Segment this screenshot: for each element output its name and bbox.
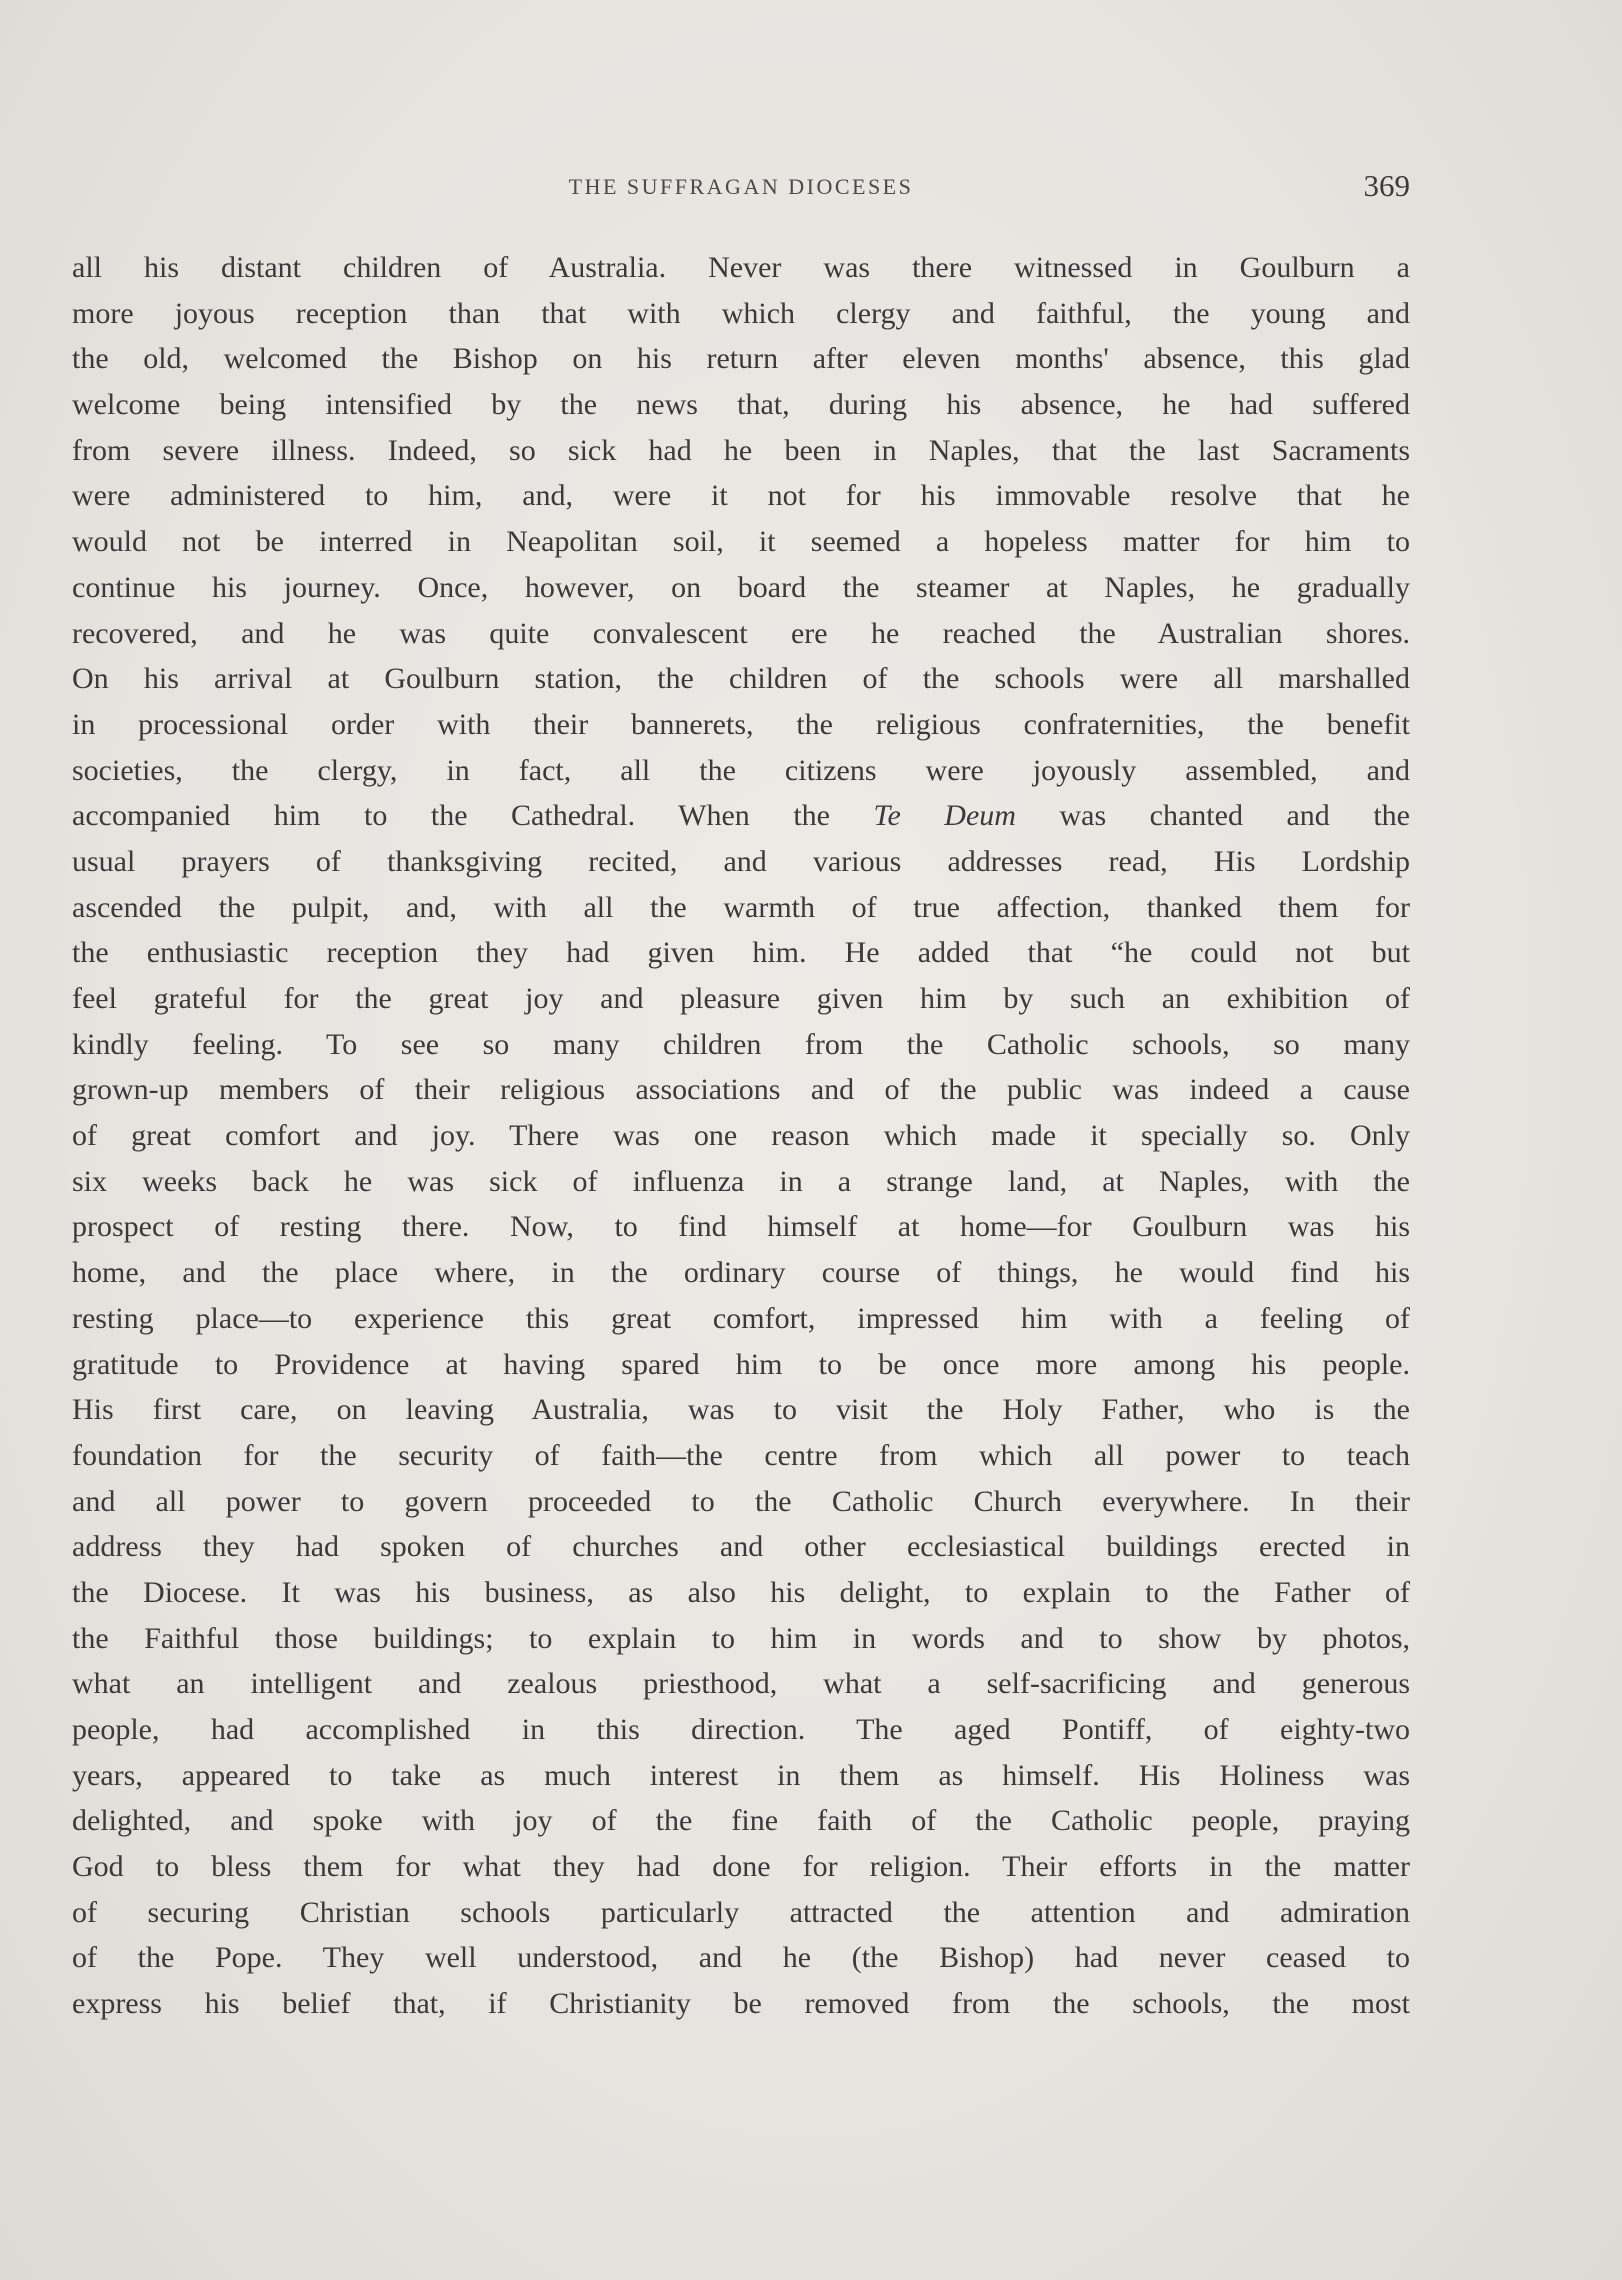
text-line: and all power to govern proceeded to the Catholic Church everywhere. In their <box>72 1484 1410 1518</box>
text-line: of great comfort and joy. There was one reason which made it specially so. Only <box>72 1119 1410 1153</box>
text-line: people, had accomplished in this direction. The aged Pontiff, of eighty-two <box>72 1713 1410 1746</box>
text-line: usual prayers of thanksgiving recited, and various addresses read, His Lordship <box>72 844 1410 878</box>
running-head <box>72 168 1410 212</box>
text-line: resting place—to experience this great comfort, impressed him with a feeling of <box>72 1301 1410 1335</box>
text-line: from severe illness. Indeed, so sick had he been in Naples, that the last Sacraments <box>72 433 1410 467</box>
text-line: express his belief that, if Christianity be removed from the schools, the most <box>72 1987 1410 2021</box>
text-line: foundation for the security of faith—the centre from which all power to teach <box>72 1438 1410 1472</box>
text-line: more joyous reception than that with which clergy and faithful, the young and <box>72 296 1410 330</box>
text-line: kindly feeling. To see so many children from the Catholic schools, so many <box>72 1027 1410 1061</box>
text-line: continue his journey. Once, however, on board the steamer at Naples, he gradually <box>72 570 1410 604</box>
text-line: societies, the clergy, in fact, all the citizens were joyously assembled, and <box>72 753 1410 787</box>
text-line: six weeks back he was sick of influenza in a strange land, at Naples, with the <box>72 1164 1410 1198</box>
body-text <box>72 245 1410 2027</box>
text-line: prospect of resting there. Now, to find himself at home—for Goulburn was his <box>72 1210 1410 1244</box>
text-line: the Diocese. It was his business, as also his delight, to explain to the Father of <box>72 1575 1410 1609</box>
text-segment: accompanied him to the Cathedral. When the <box>72 799 874 833</box>
text-line: welcome being intensified by the news that, during his absence, he had suffered <box>72 388 1410 422</box>
text-line: in processional order with their bannerets, the religious confraternities, the benefit <box>72 707 1410 741</box>
text-line: On his arrival at Goulburn station, the children of the schools were all marshalled <box>72 662 1410 696</box>
text-line: feel grateful for the great joy and pleasure given him by such an exhibition of <box>72 982 1410 1015</box>
page-number: 369 <box>1363 168 1410 203</box>
text-line: the enthusiastic reception they had given him. He added that “he could not but <box>72 936 1410 970</box>
text-line: address they had spoken of churches and other ecclesiastical buildings erected in <box>72 1530 1410 1564</box>
italic-phrase: Te Deum <box>873 799 1016 833</box>
text-line: ascended the pulpit, and, with all the warmth of true affection, thanked them for <box>72 890 1410 924</box>
text-line-with-italic <box>72 793 1410 839</box>
text-line: would not be interred in Neapolitan soil, it seemed a hopeless matter for him to <box>72 525 1410 559</box>
text-line: of the Pope. They well understood, and he (the Bishop) had never ceased to <box>72 1941 1410 1975</box>
text-line: what an intelligent and zealous priesthood, what a self-sacrificing and generous <box>72 1667 1410 1701</box>
text-line: the Faithful those buildings; to explain to him in words and to show by photos, <box>72 1621 1410 1655</box>
text-line: the old, welcomed the Bishop on his return after eleven months' absence, this glad <box>72 342 1410 376</box>
text-line: all his distant children of Australia. Never was there witnessed in Goulburn a <box>72 251 1410 284</box>
text-segment: was chanted and the <box>1015 799 1410 833</box>
text-line: years, appeared to take as much interest in them as himself. His Holiness was <box>72 1758 1410 1792</box>
text-line: His first care, on leaving Australia, was to visit the Holy Father, who is the <box>72 1393 1410 1427</box>
text-line: delighted, and spoke with joy of the fine faith of the Catholic people, praying <box>72 1804 1410 1838</box>
text-line: of securing Christian schools particularly attracted the attention and admiration <box>72 1895 1410 1929</box>
text-line: grown-up members of their religious associations and of the public was indeed a cause <box>72 1073 1410 1107</box>
text-line: home, and the place where, in the ordinary course of things, he would find his <box>72 1256 1410 1290</box>
running-title: THE SUFFRAGAN DIOCESES <box>568 174 914 199</box>
text-line: recovered, and he was quite convalescent ere he reached the Australian shores. <box>72 616 1410 650</box>
text-line: were administered to him, and, were it not for his immovable resolve that he <box>72 479 1410 513</box>
text-line: gratitude to Providence at having spared him to be once more among his people. <box>72 1347 1410 1381</box>
text-line: God to bless them for what they had done for religion. Their efforts in the matter <box>72 1850 1410 1884</box>
